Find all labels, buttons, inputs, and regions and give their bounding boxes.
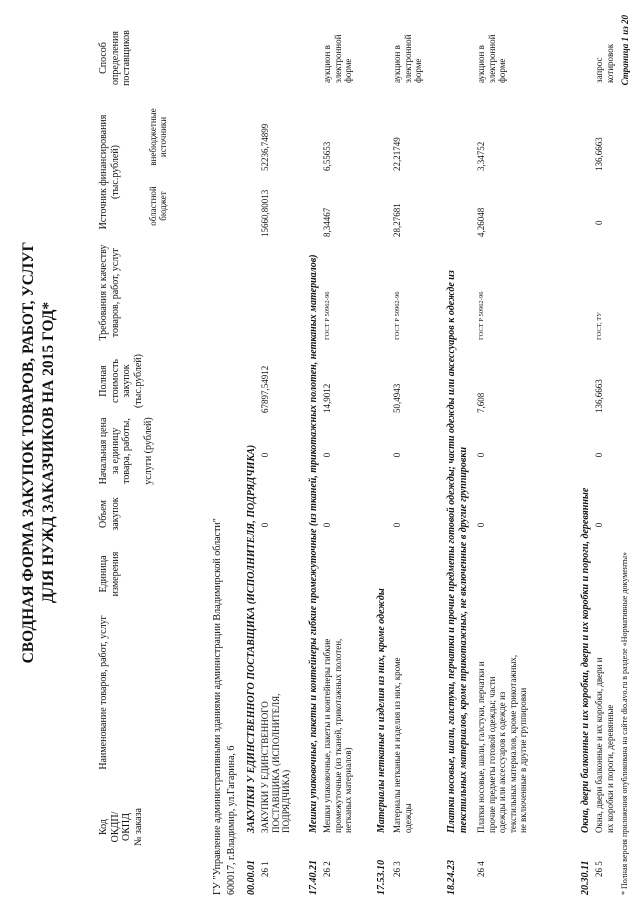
row-requirements: ГОСТ Р 50962-96 xyxy=(394,291,401,340)
row-regional: 0 xyxy=(594,220,604,225)
row-price: 0 xyxy=(392,452,402,458)
row-volume: 0 xyxy=(322,522,332,528)
row-code: 26 5 xyxy=(594,861,604,877)
row-volume: 0 xyxy=(260,522,270,528)
group-code: 17.40.21 xyxy=(308,860,319,895)
row-full-cost: 50,4943 xyxy=(392,383,402,413)
header-start-price xyxy=(98,417,154,485)
row-volume: 0 xyxy=(392,522,402,528)
row-volume: 0 xyxy=(594,522,604,528)
header-code xyxy=(98,787,144,867)
header-financing: Источник финансирования (тыс.рублей) xyxy=(98,114,121,230)
group-title: Платки носовые, шали, галстуки, перчатки и прочие предметы готовой одежды; части одежды или аксессуаров к одежде из текстильных материалов, кроме трикотажных, не включенные в другие группировки xyxy=(446,270,469,833)
row-price: 0 xyxy=(476,452,486,458)
group-code: 20.30.11 xyxy=(580,860,591,895)
group-title: Окна, двери балконные и их коробки, двери и их коробки и пороги, деревянные xyxy=(580,487,591,833)
row-method: запрос котировок xyxy=(594,43,615,83)
header-method: Способ определения поставщиков xyxy=(98,30,132,86)
row-method: аукцион в электронной форме xyxy=(322,34,354,83)
row-code: 26 3 xyxy=(392,861,402,877)
row-offbudget: 3,34752 xyxy=(476,141,486,171)
header-code-line: ОКДП/ xyxy=(109,811,121,843)
row-regional: 8,34467 xyxy=(322,207,332,237)
row-volume: 0 xyxy=(476,522,486,528)
document-title: СВОДНАЯ ФОРМА ЗАКУПОК ТОВАРОВ, РАБОТ, УСЛУГ xyxy=(20,241,37,664)
row-code: 26 4 xyxy=(476,861,486,877)
row-method: аукцион в электронной форме xyxy=(476,34,508,83)
row-requirements: ГОСТ Р 50962-96 xyxy=(324,291,331,340)
header-fin-offbudget: внебюджетные источники xyxy=(148,108,169,166)
row-regional: 15660,80013 xyxy=(260,189,270,237)
customer-address: 600017, г.Владимир, ул.Гагарина, 6 xyxy=(226,745,237,895)
header-full-cost: Полная стоимость закупок (тыс.рублей) xyxy=(98,353,144,409)
row-full-cost: 136,6663 xyxy=(594,379,604,413)
header-requirements: Требования к качеству товаров, работ, услуг xyxy=(98,244,121,341)
row-name: Окна, двери балконные и их коробки, двери и их коробки и пороги, деревянные xyxy=(594,657,615,833)
row-full-cost: 67897,54912 xyxy=(260,365,270,413)
row-full-cost: 14,9012 xyxy=(322,383,332,413)
group-code: 17.53.10 xyxy=(376,860,387,895)
row-full-cost: 7,608 xyxy=(476,392,486,413)
row-code: 26 2 xyxy=(322,861,332,877)
row-name: Платки носовые, шали, галстуки, перчатки и прочие предметы готовой одежды; части одежды или аксессуаров к одежде из текстильных материалов, кроме трикотажных, не включенные в другие группировки xyxy=(476,654,529,833)
row-price: 0 xyxy=(260,452,270,458)
header-code-line: № заказа xyxy=(132,808,144,846)
group-title: Материалы нетканые и изделия из них, кроме одежды xyxy=(376,588,387,833)
header-code-line: Код xyxy=(98,819,109,835)
row-name: ЗАКУПКИ У ЕДИНСТВЕННОГО ПОСТАВЩИКА (ИСПОЛНИТЕЛЯ, ПОДРЯДЧИКА) xyxy=(260,693,292,833)
header-code-line: ОКПД xyxy=(121,813,132,841)
row-requirements: ГОСТ Р 50962-96 xyxy=(478,291,485,340)
row-offbudget: 136,6663 xyxy=(594,137,604,171)
header-fin-regional: областной бюджет xyxy=(148,186,169,226)
row-name: Мешки упаковочные, пакеты и контейнеры гибкие промежуточные (из тканей, трикотажных полотен, нетканых материалов) xyxy=(322,638,354,833)
row-regional: 28,27681 xyxy=(392,203,402,237)
row-price: 0 xyxy=(594,452,604,458)
customer-name: ГУ "Управление административными зданиями администрации Владимирской области" xyxy=(212,518,223,895)
group-code: 18.24.23 xyxy=(446,860,457,895)
document-subtitle: ДЛЯ НУЖД ЗАКАЗЧИКОВ НА 2015 ГОД* xyxy=(40,301,57,604)
row-offbudget: 22,21749 xyxy=(392,137,402,171)
header-volume: Объем закупок xyxy=(98,497,121,531)
group-title: Мешки упаковочные, пакеты и контейнеры гибкие промежуточные (из тканей, трикотажных полотен, нетканых материалов) xyxy=(308,254,319,833)
group-title: ЗАКУПКИ У ЕДИНСТВЕННОГО ПОСТАВЩИКА (ИСПОЛНИТЕЛЯ, ПОДРЯДЧИКА) xyxy=(246,444,257,833)
page-label: Страница 1 из 20 xyxy=(620,15,630,86)
header-start-price-line: Начальная цена за единицу товара, работы, xyxy=(98,417,132,485)
row-offbudget: 52236,74899 xyxy=(260,123,270,171)
row-price: 0 xyxy=(322,452,332,458)
row-code: 26 1 xyxy=(260,861,270,877)
footnote: * Полная версия приложения опубликована на сайте dio.avo.ru в разделе «Нормативные документы» xyxy=(620,552,629,895)
row-requirements: ГОСТ, ТУ xyxy=(596,312,603,340)
row-regional: 4,26048 xyxy=(476,207,486,237)
header-unit: Единица измерения xyxy=(98,551,121,597)
header-name: Наименование товаров, работ, услуг xyxy=(98,615,109,770)
row-name: Материалы нетканые и изделия из них, кроме одежды xyxy=(392,657,413,833)
row-offbudget: 6,55653 xyxy=(322,141,332,171)
header-start-price-line: услуги (рублей) xyxy=(142,417,154,485)
row-method: аукцион в электронной форме xyxy=(392,34,424,83)
group-code: 00.00.01 xyxy=(246,860,257,895)
